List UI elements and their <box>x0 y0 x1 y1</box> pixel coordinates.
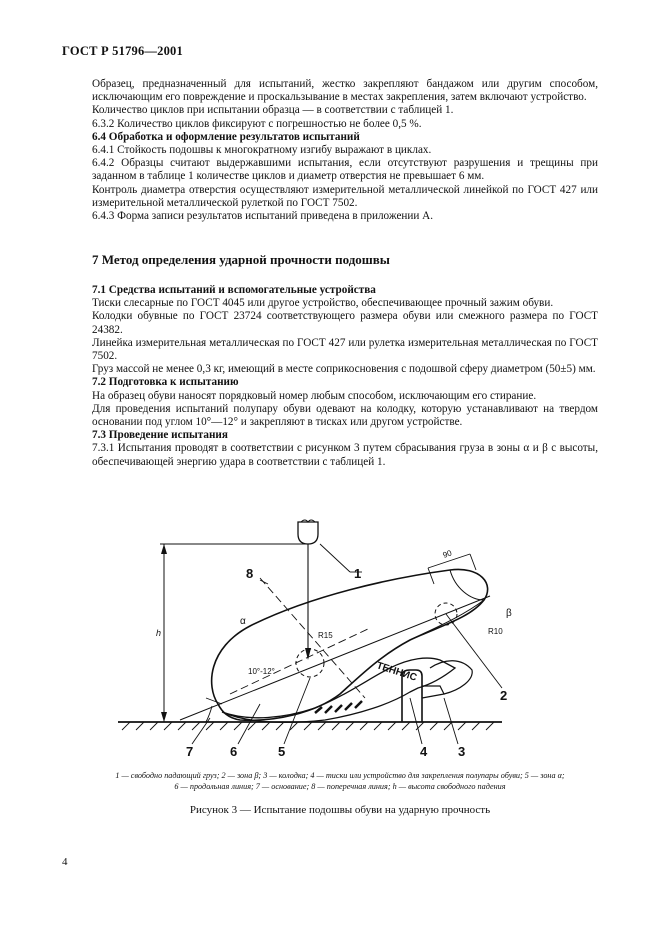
label-beta: β <box>506 608 512 619</box>
label-brand: ТЕННИС <box>375 660 419 684</box>
paragraph: Линейка измерительная металлическая по ГОСТ 427 или рулетка измерительная металлическая по ГОСТ 7502. <box>92 336 598 363</box>
label-angle: 10°-12° <box>248 667 275 676</box>
subsection-heading-6-4: 6.4 Обработка и оформление результатов испытаний <box>92 130 360 143</box>
figure-3-drawing <box>110 508 510 768</box>
text-block-6-3 <box>92 78 598 223</box>
legend-line: 1 — свободно падающий груз; 2 — зона β; 3 — колодка; 4 — тиски или устройство для закрепления полупары обуви; 5 — зона α; <box>115 771 565 780</box>
label-r15: R15 <box>318 631 333 640</box>
document-header: ГОСТ Р 51796—2001 <box>62 44 183 58</box>
legend-line: 6 — продольная линия; 7 — основание; 8 — поперечная линия; h — высота свободного падения <box>174 782 506 791</box>
subsection-heading-7-1: 7.1 Средства испытаний и вспомогательные устройства <box>92 284 376 296</box>
page-number: 4 <box>62 856 68 868</box>
text-block-7 <box>92 284 598 469</box>
label-2: 2 <box>500 688 508 703</box>
paragraph: 6.4.1 Стойкость подошвы к многократному изгибу выражают в циклах. <box>92 144 432 157</box>
paragraph: 6.4.3 Форма записи результатов испытаний приведена в приложении А. <box>92 210 434 223</box>
paragraph: Колодки обувные по ГОСТ 23724 соответствующего размера обуви или смежного размера по ГОСТ 24382. <box>92 310 598 336</box>
sole-tread <box>315 701 362 713</box>
label-90: 90 <box>441 548 454 560</box>
figure-caption: Рисунок 3 — Испытание подошвы обуви на ударную прочность <box>189 804 491 816</box>
paragraph: 6.3.2 Количество циклов фиксируют с погрешностью не более 0,5 %. <box>92 117 422 130</box>
shoe-outline <box>212 569 488 720</box>
figure-legend <box>60 770 620 792</box>
paragraph: 7.3.1 Испытания проводят в соответствии с рисунком 3 путем сбрасывания груза в зоны α и β с высоты, обеспечивающей энергию удара в соответствии с таблицей 1. <box>92 442 598 468</box>
label-8: 8 <box>246 566 254 581</box>
label-3: 3 <box>458 744 466 759</box>
subsection-heading-7-2: 7.2 Подготовка к испытанию <box>92 376 239 389</box>
label-alpha: α <box>240 616 246 627</box>
subsection-heading-7-3: 7.3 Проведение испытания <box>92 429 228 442</box>
label-4: 4 <box>420 744 428 759</box>
paragraph: Образец, предназначенный для испытаний, жестко закрепляют бандажом или другим способом, исключающим его повреждение и проскальзывание в местах закрепления, затем включают устройство. <box>92 78 598 104</box>
label-h: h <box>156 628 162 638</box>
paragraph: 6.4.2 Образцы считают выдержавшими испытания, если отсутствуют разрушения и трещины при заданном в таблице 1 количестве циклов и диаметр отверстия не превышает 6 мм. <box>92 157 598 183</box>
label-r10: R10 <box>488 627 503 636</box>
section-heading-7: 7 Метод определения ударной прочности подошвы <box>92 252 390 267</box>
paragraph: Контроль диаметра отверстия осуществляют измерительной металлической линейкой по ГОСТ 427 или измерительной металлической рулеткой по ГОСТ 7502. <box>92 183 598 209</box>
label-5: 5 <box>278 744 286 759</box>
label-6: 6 <box>230 744 238 759</box>
paragraph: Груз массой не менее 0,3 кг, имеющий в месте соприкосновения с подошвой сферу диаметром (50±5) мм. <box>92 363 596 376</box>
paragraph: Тиски слесарные по ГОСТ 4045 или другое устройство, обеспечивающее прочный зажим обуви. <box>92 297 554 310</box>
label-7: 7 <box>186 744 194 759</box>
paragraph: На образец обуви наносят порядковый номер любым способом, исключающим его стирание. <box>92 389 537 402</box>
base-hatching <box>122 722 494 730</box>
paragraph: Количество циклов при испытании образца — в соответствии с таблицей 1. <box>92 104 454 117</box>
label-1: 1 <box>354 566 362 581</box>
paragraph: Для проведения испытаний полупару обуви одевают на колодку, которую устанавливают на твердом основании под углом 10°—12° и закрепляют в тисках или другом устройстве. <box>92 402 598 429</box>
